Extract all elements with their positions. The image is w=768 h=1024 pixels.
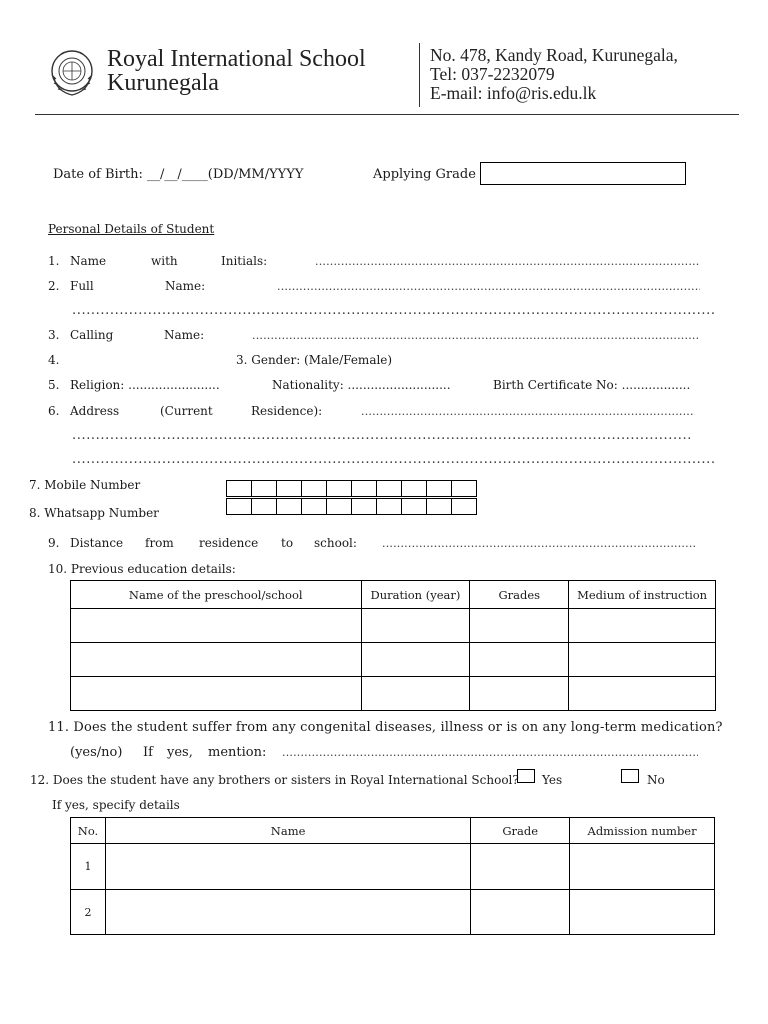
mobile-number-boxes[interactable] bbox=[226, 480, 477, 497]
calling-name-label-word2: Name: bbox=[164, 328, 205, 342]
table-cell[interactable] bbox=[105, 890, 470, 935]
header-rule bbox=[35, 114, 739, 115]
school-logo bbox=[46, 47, 98, 99]
item-number-4: 4. bbox=[48, 353, 60, 367]
distance-label-word2: from bbox=[145, 536, 174, 550]
item-number-2: 2. bbox=[48, 279, 60, 293]
address-label-word3: Residence): bbox=[251, 404, 323, 418]
siblings-yes-checkbox[interactable] bbox=[517, 769, 535, 783]
distance-label-word5: school: bbox=[314, 536, 357, 550]
distance-label-word3: residence bbox=[199, 536, 259, 550]
table-row bbox=[71, 677, 716, 711]
medical-question-word4: mention: bbox=[208, 745, 267, 760]
table-cell[interactable] bbox=[470, 643, 569, 677]
table-cell[interactable] bbox=[71, 677, 362, 711]
table-cell[interactable] bbox=[105, 844, 470, 890]
table-cell[interactable] bbox=[569, 609, 716, 643]
calling-name-field[interactable] bbox=[252, 329, 700, 345]
table-row bbox=[71, 890, 715, 935]
table-cell[interactable] bbox=[471, 890, 570, 935]
siblings-question: 12. Does the student have any brothers or sisters in Royal International School? bbox=[30, 773, 519, 787]
birth-certificate-field[interactable]: Birth Certificate No: .................. bbox=[493, 378, 691, 392]
table-cell[interactable] bbox=[71, 609, 362, 643]
name-label-word1: Name bbox=[70, 254, 107, 268]
address-field-line3[interactable] bbox=[72, 452, 714, 470]
column-header-duration: Duration (year) bbox=[361, 581, 470, 609]
medical-question-word1: (yes/no) bbox=[70, 745, 123, 760]
table-cell[interactable] bbox=[570, 890, 715, 935]
column-header-medium: Medium of instruction bbox=[569, 581, 716, 609]
item-number-9: 9. bbox=[48, 536, 60, 550]
siblings-table bbox=[70, 817, 715, 935]
row-number: 2 bbox=[71, 890, 106, 935]
previous-education-table bbox=[70, 580, 716, 711]
full-name-label-word1: Full bbox=[70, 279, 94, 293]
medical-question-word2: If bbox=[143, 745, 153, 760]
applying-grade-label: Applying Grade bbox=[373, 167, 476, 182]
siblings-no-checkbox[interactable] bbox=[621, 769, 639, 783]
dob-label: Date of Birth: __/__/____(DD/MM/YYYY bbox=[53, 167, 304, 182]
medical-mention-field[interactable] bbox=[282, 746, 698, 762]
address-label-word2: (Current bbox=[160, 404, 213, 418]
distance-label-word4: to bbox=[281, 536, 294, 550]
distance-field[interactable] bbox=[382, 537, 697, 553]
name-label-word2: with bbox=[151, 254, 178, 268]
table-row bbox=[71, 643, 716, 677]
item-number-6: 6. bbox=[48, 404, 60, 418]
column-header-admission: Admission number bbox=[570, 818, 715, 844]
mobile-number-label: 7. Mobile Number bbox=[29, 478, 141, 492]
table-cell[interactable] bbox=[71, 643, 362, 677]
medical-question-word3: yes, bbox=[167, 745, 193, 760]
table-cell[interactable] bbox=[569, 643, 716, 677]
school-address: No. 478, Kandy Road, Kurunegala, bbox=[430, 45, 678, 65]
column-header-grades: Grades bbox=[470, 581, 569, 609]
address-label-word1: Address bbox=[70, 404, 120, 418]
religion-field[interactable]: Religion: ........................ bbox=[70, 378, 220, 392]
whatsapp-number-boxes[interactable] bbox=[226, 498, 477, 515]
section-title: Personal Details of Student bbox=[48, 222, 215, 236]
calling-name-label-word1: Calling bbox=[70, 328, 114, 342]
header-divider bbox=[419, 43, 420, 107]
item-number-3: 3. bbox=[48, 328, 60, 342]
siblings-no-label: No bbox=[647, 773, 665, 787]
nationality-field[interactable]: Nationality: ........................... bbox=[272, 378, 451, 392]
table-cell[interactable] bbox=[470, 609, 569, 643]
school-crest-icon bbox=[46, 47, 98, 99]
table-cell[interactable] bbox=[361, 677, 470, 711]
applying-grade-field[interactable] bbox=[480, 162, 686, 185]
school-name-line2: Kurunegala bbox=[107, 70, 219, 96]
column-header-no: No. bbox=[71, 818, 106, 844]
name-label-word3: Initials: bbox=[221, 254, 268, 268]
column-header-grade: Grade bbox=[471, 818, 570, 844]
item-number-5: 5. bbox=[48, 378, 60, 392]
table-cell[interactable] bbox=[570, 844, 715, 890]
table-row bbox=[71, 844, 715, 890]
school-tel: Tel: 037-2232079 bbox=[430, 64, 555, 84]
table-cell[interactable] bbox=[470, 677, 569, 711]
address-field-line1[interactable] bbox=[361, 405, 695, 421]
table-cell[interactable] bbox=[569, 677, 716, 711]
column-header-name: Name bbox=[105, 818, 470, 844]
full-name-label-word2: Name: bbox=[165, 279, 206, 293]
item-number-1: 1. bbox=[48, 254, 60, 268]
column-header-school: Name of the preschool/school bbox=[71, 581, 362, 609]
table-cell[interactable] bbox=[361, 609, 470, 643]
previous-education-label: 10. Previous education details: bbox=[48, 562, 236, 576]
siblings-specify-label: If yes, specify details bbox=[52, 798, 180, 812]
table-cell[interactable] bbox=[471, 844, 570, 890]
table-cell[interactable] bbox=[361, 643, 470, 677]
siblings-yes-label: Yes bbox=[542, 773, 563, 787]
full-name-field-line1[interactable] bbox=[277, 280, 700, 296]
name-with-initials-field[interactable] bbox=[315, 255, 700, 271]
distance-label-word1: Distance bbox=[70, 536, 124, 550]
row-number: 1 bbox=[71, 844, 106, 890]
medical-question-line1: 11. Does the student suffer from any congenital diseases, illness or is on any long-term medication? bbox=[48, 720, 723, 735]
table-row bbox=[71, 609, 716, 643]
school-email: E-mail: info@ris.edu.lk bbox=[430, 83, 597, 103]
gender-label: 3. Gender: (Male/Female) bbox=[236, 353, 393, 367]
full-name-field-line2[interactable] bbox=[72, 303, 714, 321]
school-name-line1: Royal International School bbox=[107, 46, 366, 72]
whatsapp-number-label: 8. Whatsapp Number bbox=[29, 506, 159, 520]
address-field-line2[interactable] bbox=[72, 428, 690, 446]
